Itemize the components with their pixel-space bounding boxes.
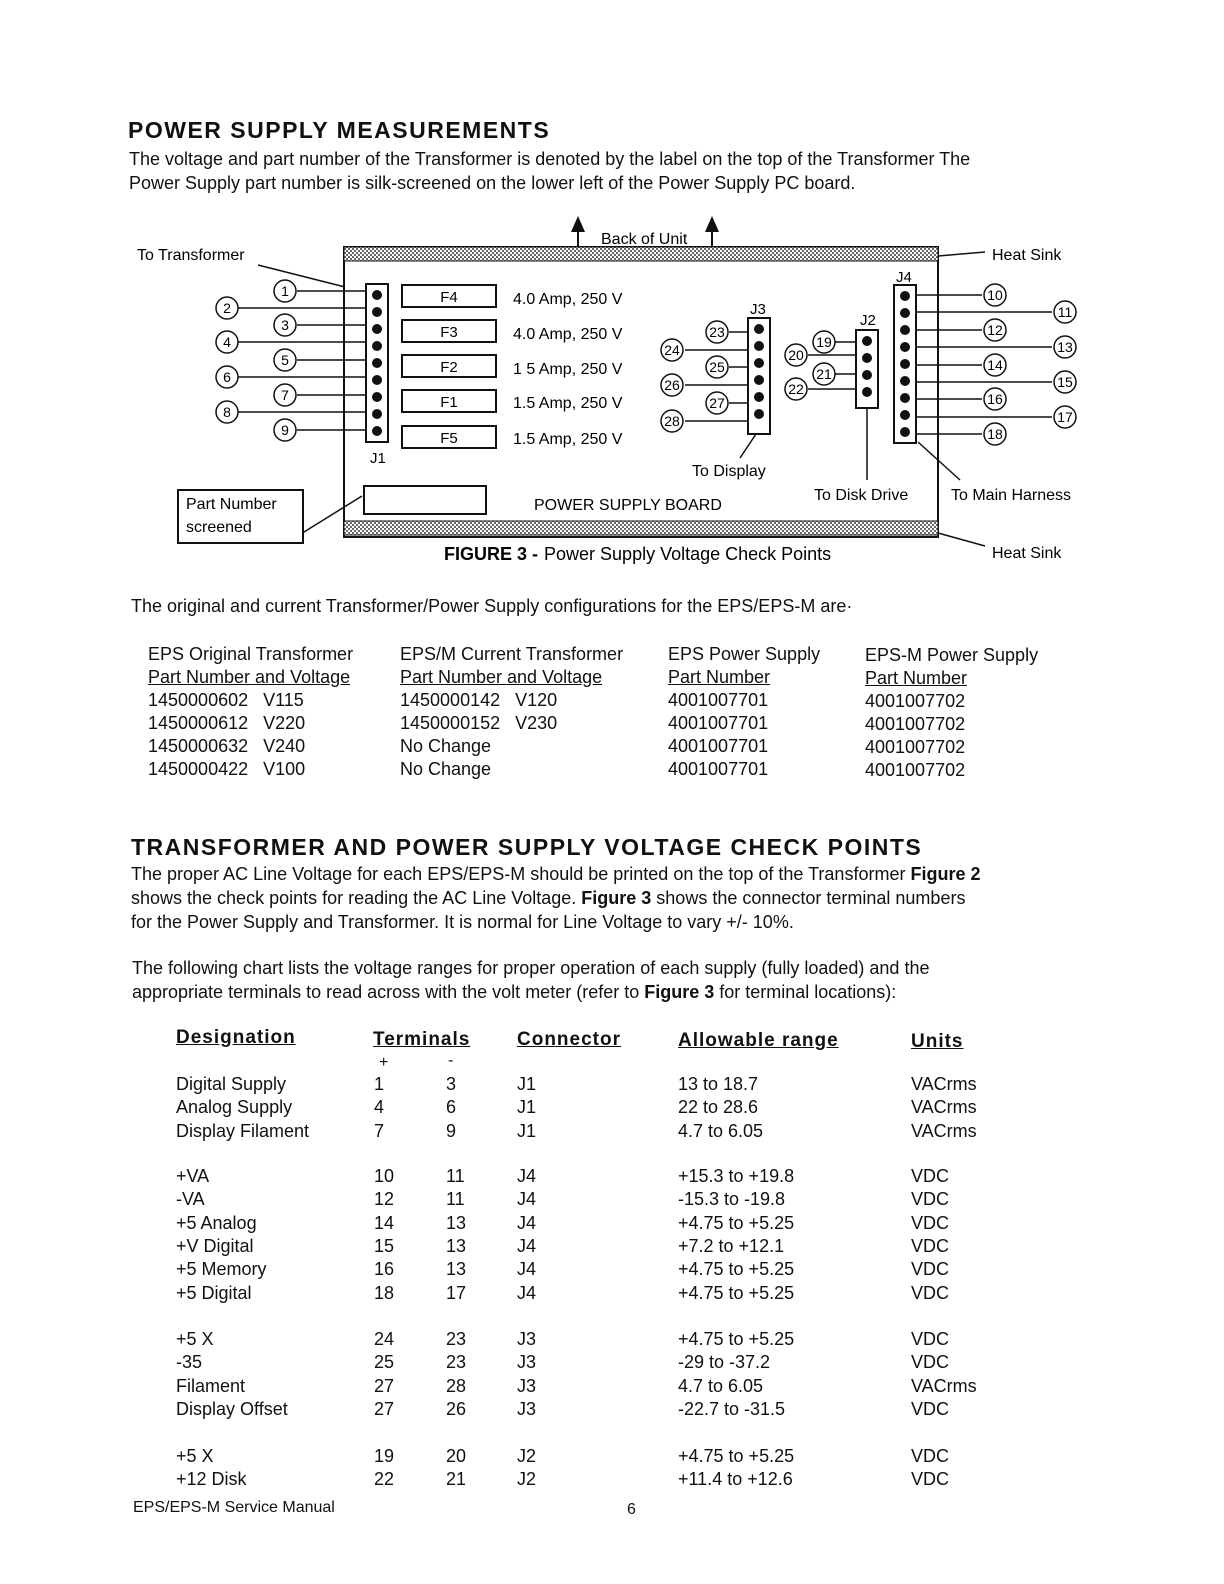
svg-text:7: 7 [281,387,289,403]
j4-pins [900,291,910,437]
config-cell: 4001007701 [668,713,769,733]
config-cell: 1450000602 V115 [148,690,304,710]
header-allowable-range: Allowable range [678,1030,839,1051]
svg-text:F2: F2 [440,359,458,376]
silkscreen-part-number-area [364,486,486,514]
heat-sink-bottom-bar [344,521,938,535]
terminal-6 [216,366,238,388]
config-col-subheader: Part Number [865,668,968,688]
connector-cell: J3 [517,1375,537,1396]
range-cell: 4.7 to 6.05 [678,1375,764,1396]
section-title-power-supply: POWER SUPPLY MEASUREMENTS [128,117,551,143]
j4-label: J4 [896,269,912,286]
terminal-minus-cell: 13 [446,1259,467,1280]
heat-sink-leader-bottom [938,533,985,546]
fuse-f2 [402,355,623,378]
header-designation: Designation [176,1027,296,1048]
terminal-plus-cell: 24 [374,1329,395,1349]
config-col-header: EPS Original Transformer [148,644,354,664]
range-cell: -15.3 to -19.8 [678,1189,786,1210]
connector-cell: J1 [517,1120,537,1141]
config-col-header: EPS Power Supply [668,644,821,664]
config-cell: 4001007702 [865,737,966,757]
connector-cell: J2 [517,1469,537,1490]
units-cell: VDC [911,1352,950,1373]
terminal-minus-cell: 11 [446,1166,465,1186]
connector-cell: J4 [517,1189,537,1210]
config-col-subheader: Part Number and Voltage [400,667,603,687]
config-cell: No Change [400,759,492,779]
terminal-5 [274,349,296,371]
p1-text: shows the connector terminal numbers [651,888,966,908]
to-display-label: To Display [692,463,766,480]
range-cell: -22.7 to -31.5 [678,1398,786,1419]
svg-text:2: 2 [223,300,231,316]
svg-text:8: 8 [223,404,231,420]
terminal-27 [706,392,728,414]
terminal-plus-cell: 18 [374,1282,395,1303]
terminal-11 [1054,301,1076,323]
svg-text:24: 24 [664,342,680,358]
header-units: Units [911,1031,964,1052]
terminal-4 [216,331,238,353]
terminal-plus-cell: 14 [374,1212,395,1233]
terminal-minus-cell: 11 [446,1189,465,1210]
connector-cell: J3 [517,1398,537,1419]
range-cell: +7.2 to +12.1 [678,1235,785,1256]
config-cell: 4001007702 [865,760,966,780]
range-cell: +4.75 to +5.25 [678,1446,795,1466]
svg-text:5: 5 [281,352,289,368]
terminal-plus-cell: 4 [374,1097,385,1118]
designation-cell: +V Digital [176,1235,254,1256]
intro-line-2: Power Supply part number is silk-screened on the lower left of the Power Supply PC board. [129,173,856,193]
units-cell: VDC [911,1235,950,1256]
terminal-14 [984,354,1006,376]
units-cell: VDC [911,1259,950,1280]
terminal-minus-cell: 13 [446,1235,467,1256]
section-title-check-points: TRANSFORMER AND POWER SUPPLY VOLTAGE CHECK POINTS [131,834,923,860]
terminal-plus-cell: 19 [374,1446,395,1466]
p2-text: for terminal locations): [714,982,897,1002]
config-cell: 1450000152 V230 [400,713,558,733]
designation-cell: +5 Digital [176,1282,252,1303]
designation-cell: Analog Supply [176,1097,293,1118]
terminal-2 [216,297,238,319]
config-cell: 4001007701 [668,690,769,710]
to-display-leader [740,434,756,458]
svg-text:23: 23 [709,324,725,340]
svg-text:22: 22 [788,381,804,397]
terminal-minus-label: - [448,1052,454,1069]
to-transformer-label: To Transformer [137,247,245,264]
config-col-epsm-current [400,643,623,781]
terminal-minus-cell: 23 [446,1352,467,1373]
svg-text:6: 6 [223,369,231,385]
range-cell: +4.75 to +5.25 [678,1259,795,1280]
terminal-plus-cell: 7 [374,1120,385,1141]
range-cell: 22 to 28.6 [678,1097,759,1118]
terminal-19 [813,331,835,353]
heat-sink-leader-top [938,252,985,256]
power-supply-diagram [0,210,1224,580]
terminal-12 [984,319,1006,341]
range-cell: +11.4 to +12.6 [678,1469,793,1490]
fuse-f5 [402,426,623,448]
terminal-7 [274,384,296,406]
range-cell: +4.75 to +5.25 [678,1212,795,1233]
svg-text:15: 15 [1057,374,1073,390]
config-col-epsm-power-supply [865,644,1038,782]
svg-text:F5: F5 [440,430,458,447]
config-cell: 1450000142 V120 [400,690,558,710]
heat-sink-top-bar [344,247,938,261]
units-cell: VDC [911,1212,950,1233]
config-col-header: EPS/M Current Transformer [400,644,624,664]
config-col-header: EPS-M Power Supply [865,645,1039,665]
terminal-plus-cell: 1 [374,1074,385,1094]
designation-cell: +12 Disk [176,1469,247,1490]
connector-cell: J4 [517,1166,537,1186]
fuse-f3 [402,320,623,343]
terminal-plus-cell: 15 [374,1235,395,1256]
range-cell: +15.3 to +19.8 [678,1166,795,1186]
svg-text:13: 13 [1057,339,1073,355]
svg-text:1.5 Amp, 250 V: 1.5 Amp, 250 V [513,431,623,448]
terminal-plus-cell: 22 [374,1469,395,1490]
terminal-minus-cell: 3 [446,1074,457,1094]
config-col-subheader: Part Number and Voltage [148,667,351,687]
j1-terminal-leads [238,291,366,430]
designation-cell: +5 Memory [176,1259,267,1280]
p1-text: shows the check points for reading the AC Line Voltage. [131,888,582,908]
svg-text:21: 21 [816,366,832,382]
units-cell: VDC [911,1469,950,1490]
svg-text:9: 9 [281,422,289,438]
j1-pins [372,290,382,436]
svg-text:19: 19 [816,334,832,350]
designation-cell: -35 [176,1352,203,1373]
svg-text:14: 14 [987,357,1003,373]
p2-text: The following chart lists the voltage ranges for proper operation of each supply (fully loaded) and the [132,958,930,978]
heat-sink-bottom-label: Heat Sink [992,545,1062,562]
svg-text:26: 26 [664,377,680,393]
terminal-minus-cell: 13 [446,1212,467,1233]
range-cell: 13 to 18.7 [678,1074,759,1094]
checkpoints-paragraph [131,862,1111,934]
to-transformer-leader [258,265,345,287]
fuse-f1 [402,390,623,412]
connector-cell: J1 [517,1074,537,1094]
svg-text:4: 4 [223,334,231,350]
terminal-minus-cell: 6 [446,1097,457,1118]
terminal-minus-cell: 17 [446,1282,467,1303]
intro-line-1: The voltage and part number of the Transformer is denoted by the label on the top of the Transformer The [129,149,971,169]
range-cell: 4.7 to 6.05 [678,1120,764,1141]
designation-cell: +5 X [176,1446,214,1466]
svg-text:4.0 Amp, 250 V: 4.0 Amp, 250 V [513,291,623,308]
units-cell: VDC [911,1189,950,1210]
designation-cell: Filament [176,1375,246,1396]
svg-text:1 5 Amp, 250 V: 1 5 Amp, 250 V [513,361,623,378]
terminal-21 [813,363,835,385]
config-cell: 1450000612 V220 [148,713,306,733]
intro-paragraph [129,147,1129,195]
terminal-9 [274,419,296,441]
connector-cell: J3 [517,1329,537,1349]
svg-text:17: 17 [1057,409,1073,425]
up-arrow-icon [705,216,719,246]
fuse-f4 [402,285,623,308]
j1-label: J1 [370,450,386,467]
designation-cell: Digital Supply [176,1074,287,1094]
terminal-13 [1054,336,1076,358]
p1-text: The proper AC Line Voltage for each EPS/EPS-M should be printed on the top of the Transformer [131,864,911,884]
config-col-subheader: Part Number [668,667,771,687]
svg-text:10: 10 [987,287,1003,303]
terminal-minus-cell: 26 [446,1398,467,1419]
terminal-8 [216,401,238,423]
range-cell: +4.75 to +5.25 [678,1329,795,1349]
terminal-plus-label: + [379,1054,389,1071]
svg-text:20: 20 [788,347,804,363]
j3-label: J3 [750,301,766,318]
figure-caption: FIGURE 3 - Power Supply Voltage Check Points [444,544,832,564]
config-cell: No Change [400,736,492,756]
terminal-22 [785,378,807,400]
units-cell: VDC [911,1282,950,1303]
terminal-3 [274,314,296,336]
svg-text:28: 28 [664,413,680,429]
terminal-minus-cell: 21 [446,1469,467,1490]
p1-text: for the Power Supply and Transformer. It is normal for Line Voltage to vary +/- 10%. [131,912,794,932]
connector-cell: J4 [517,1212,537,1233]
terminal-16 [984,388,1006,410]
connector-cell: J4 [517,1282,537,1303]
config-cell: 1450000422 V100 [148,759,306,779]
part-number-label-line1: Part Number [186,496,277,513]
figure-3-ref: Figure 3 [581,888,652,908]
terminal-10 [984,284,1006,306]
terminal-1 [274,280,296,302]
config-col-eps-original [148,643,353,781]
config-cell: 4001007702 [865,691,966,711]
config-col-eps-power-supply [668,643,820,781]
header-connector: Connector [517,1029,621,1050]
terminal-minus-cell: 20 [446,1446,467,1466]
config-cell: 4001007701 [668,759,769,779]
config-cell: 4001007701 [668,736,769,756]
config-intro: The original and current Transformer/Power Supply configurations for the EPS/EPS-M are· [131,596,853,616]
back-of-unit-label: Back of Unit [601,231,688,248]
terminal-23 [706,321,728,343]
connector-cell: J4 [517,1259,537,1280]
terminal-17 [1054,406,1076,428]
svg-text:12: 12 [987,322,1003,338]
terminal-plus-cell: 27 [374,1375,395,1396]
terminal-plus-cell: 27 [374,1398,395,1419]
units-cell: VACrms [911,1097,977,1118]
heat-sink-top-label: Heat Sink [992,247,1062,264]
units-cell: VDC [911,1446,950,1466]
range-cell: +4.75 to +5.25 [678,1282,795,1303]
terminal-15 [1054,371,1076,393]
connector-cell: J1 [517,1097,537,1118]
designation-cell: +5 X [176,1329,214,1349]
terminal-plus-cell: 25 [374,1352,395,1373]
connector-cell: J4 [517,1235,537,1256]
footer-manual-title: EPS/EPS-M Service Manual [133,1499,335,1516]
part-number-label-line2: screened [186,519,252,536]
designation-cell: -VA [176,1189,205,1210]
designation-cell: +VA [176,1166,210,1186]
designation-cell: Display Filament [176,1120,310,1141]
svg-text:16: 16 [987,391,1003,407]
svg-text:25: 25 [709,359,725,375]
up-arrow-icon [571,216,585,246]
terminal-28 [661,410,683,432]
terminal-plus-cell: 16 [374,1259,395,1280]
to-main-harness-label: To Main Harness [951,487,1072,504]
terminal-minus-cell: 9 [446,1120,457,1141]
terminal-plus-cell: 10 [374,1166,395,1186]
svg-text:F1: F1 [440,394,458,411]
chart-intro-paragraph [132,956,1112,1004]
svg-text:1.5 Amp, 250 V: 1.5 Amp, 250 V [513,395,623,412]
svg-text:18: 18 [987,426,1003,442]
terminal-24 [661,339,683,361]
units-cell: VDC [911,1166,950,1186]
designation-cell: Display Offset [176,1398,288,1419]
terminal-25 [706,356,728,378]
svg-text:F3: F3 [440,324,458,341]
header-terminals: Terminals [373,1029,471,1050]
terminal-minus-cell: 23 [446,1329,467,1349]
designation-cell: +5 Analog [176,1212,257,1233]
units-cell: VDC [911,1329,950,1349]
units-cell: VACrms [911,1074,977,1094]
svg-text:27: 27 [709,395,725,411]
footer-page-number: 6 [627,1501,636,1518]
p2-text: appropriate terminals to read across with the volt meter (refer to [132,982,645,1002]
units-cell: VACrms [911,1120,977,1141]
terminal-plus-cell: 12 [374,1189,395,1210]
connector-cell: J3 [517,1352,537,1373]
figure-2-ref: Figure 2 [910,864,981,884]
config-cell: 1450000632 V240 [148,736,306,756]
terminal-20 [785,344,807,366]
svg-text:1: 1 [281,283,289,299]
svg-text:3: 3 [281,317,289,333]
units-cell: VDC [911,1398,950,1419]
terminal-minus-cell: 28 [446,1375,467,1396]
terminal-26 [661,374,683,396]
power-supply-board-label: POWER SUPPLY BOARD [534,497,722,514]
connector-cell: J2 [517,1446,537,1466]
figure-3-ref: Figure 3 [644,982,715,1002]
range-cell: -29 to -37.2 [678,1352,771,1373]
svg-text:F4: F4 [440,289,458,306]
svg-text:11: 11 [1057,304,1073,320]
units-cell: VACrms [911,1375,977,1396]
j2-label: J2 [860,312,876,329]
config-cell: 4001007702 [865,714,966,734]
terminal-18 [984,423,1006,445]
svg-text:4.0 Amp, 250 V: 4.0 Amp, 250 V [513,326,623,343]
to-disk-drive-label: To Disk Drive [814,487,909,504]
